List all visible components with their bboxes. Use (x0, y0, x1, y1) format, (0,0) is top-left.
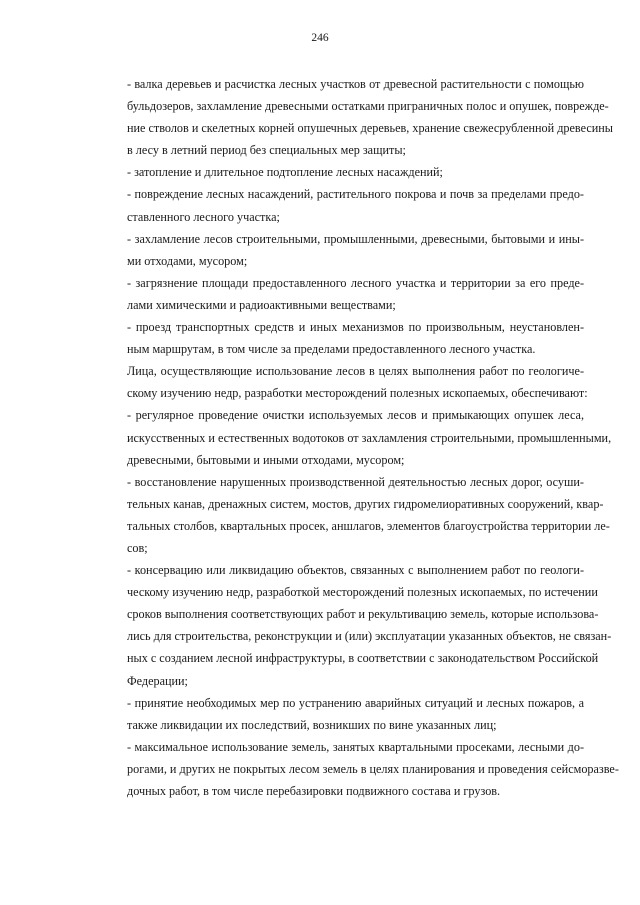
paragraph (91, 316, 584, 360)
paragraph (91, 360, 588, 404)
paragraph (91, 183, 584, 227)
text-line: ние стволов и скелетных корней опушечных деревьев, хранение свежесрубленной древесины (127, 121, 613, 136)
text-line: - проезд транспортных средств и иных механизмов по произвольным, неустановлен- (127, 320, 584, 335)
text-line: тельных канав, дренажных систем, мостов, других гидромелиоративных сооружений, квар- (127, 496, 604, 511)
text-line: сроков выполнения соответствующих работ и рекультивацию земель, которые использова- (127, 607, 599, 622)
paragraph (91, 471, 610, 559)
paragraph (91, 228, 584, 272)
paragraph (91, 736, 619, 802)
paragraph (91, 272, 584, 316)
text-line: в лесу в летний период без специальных мер защиты; (127, 143, 406, 158)
text-line: ческому изучению недр, разработкой месторождений полезных ископаемых, по истечении (127, 585, 598, 600)
page-number: 246 (311, 32, 329, 44)
text-line: лись для строительства, реконструкции и (или) эксплуатации указанных объектов, не связан- (127, 629, 612, 644)
text-line: - регулярное проведение очистки используемых лесов и примыкающих опушек леса, (127, 408, 584, 423)
text-line: - консервацию или ликвидацию объектов, связанных с выполнением работ по геологи- (127, 563, 584, 578)
text-line: - загрязнение площади предоставленного лесного участка и территории за его преде- (127, 275, 584, 290)
text-line: ным маршрутам, в том числе за пределами предоставленного лесного участка. (127, 342, 536, 357)
text-line: Лица, осуществляющие использование лесов в целях выполнения работ по геологиче- (127, 364, 584, 379)
paragraph (91, 559, 612, 692)
text-line: ных с созданием лесной инфраструктуры, в соответствии с законодательством Российской (127, 651, 599, 666)
document-body (91, 73, 619, 802)
text-line: рогами, и других не покрытых лесом земель в целях планирования и проведения сейсморазве- (127, 761, 619, 776)
text-line: - принятие необходимых мер по устранению аварийных ситуаций и лесных пожаров, а (127, 695, 584, 710)
text-line: древесными, бытовыми и иными отходами, мусором; (127, 452, 405, 467)
text-line: - захламление лесов строительными, промышленными, древесными, бытовыми и ины- (127, 231, 584, 246)
text-line: - повреждение лесных насаждений, растительного покрова и почв за пределами предо- (127, 187, 584, 202)
text-line: ставленного лесного участка; (127, 209, 280, 224)
text-line: - максимальное использование земель, занятых квартальными просеками, лесными до- (127, 739, 584, 754)
text-line: лами химическими и радиоактивными веществами; (127, 297, 396, 312)
text-line: бульдозеров, захламление древесными остатками приграничных полос и опушек, поврежде- (127, 99, 609, 114)
text-line: тальных столбов, квартальных просек, аншлагов, элементов благоустройства территории ле- (127, 518, 610, 533)
text-line: - затопление и длительное подтопление лесных насаждений; (127, 165, 443, 180)
paragraph (91, 161, 584, 183)
text-line: сов; (127, 540, 148, 555)
text-line: искусственных и естественных водотоков от захламления строительными, промышленными, (127, 430, 612, 445)
text-line: Федерации; (127, 673, 188, 688)
text-line: - восстановление нарушенных производственной деятельностью лесных дорог, осуши- (127, 474, 584, 489)
text-line: скому изучению недр, разработки месторождений полезных ископаемых, обеспечивают: (127, 386, 588, 401)
paragraph (91, 692, 584, 736)
paragraph (91, 73, 613, 161)
text-line: - валка деревьев и расчистка лесных участков от древесной растительности с помощью (127, 77, 584, 91)
text-line: дочных работ, в том числе перебазировки подвижного состава и грузов. (127, 784, 501, 798)
text-line: также ликвидации их последствий, возникших по вине указанных лиц; (127, 717, 497, 732)
paragraph (91, 404, 612, 470)
text-line: ми отходами, мусором; (127, 253, 248, 268)
